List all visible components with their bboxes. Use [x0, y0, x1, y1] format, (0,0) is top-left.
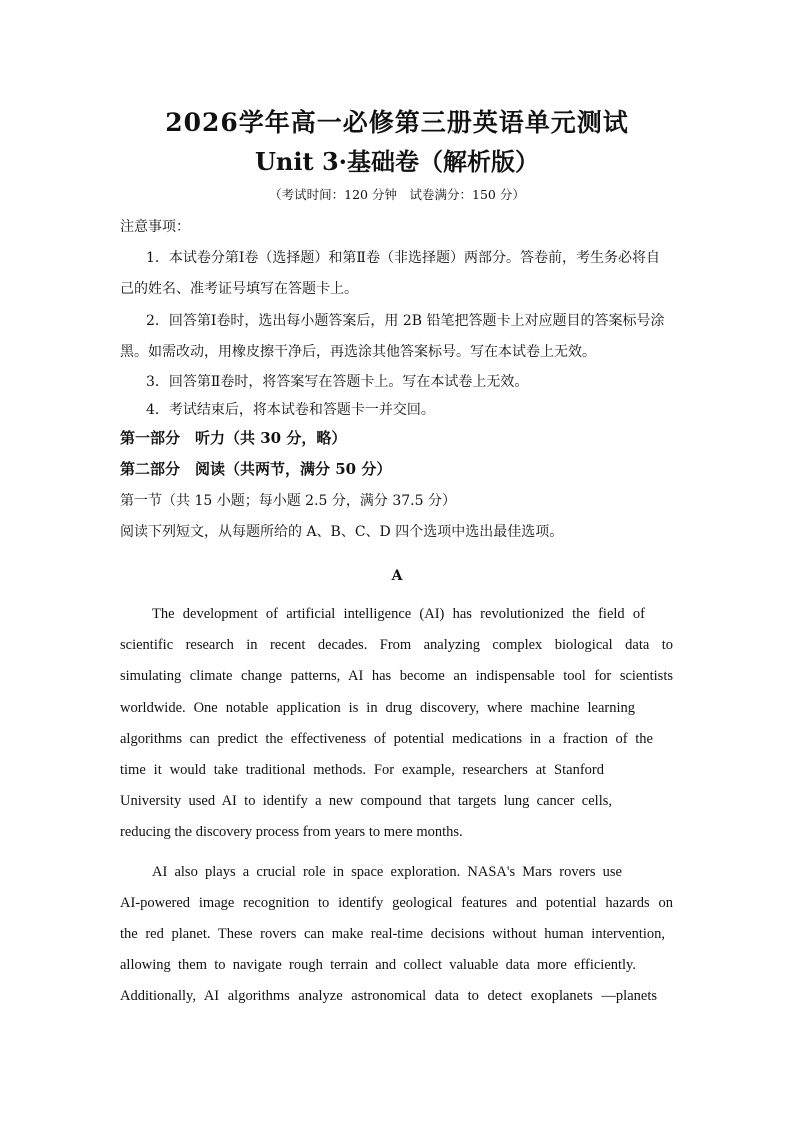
passage-line: simulating climate change patterns, AI has become an indispensable tool for scientists	[120, 668, 673, 684]
passage-line: AI-powered image recognition to identify geological features and potential hazards on	[120, 895, 673, 911]
passage-line: algorithms can predict the effectiveness of potential medications in a fraction of the	[120, 731, 653, 747]
part1-heading: 第一部分 听力（共 30 分，略）	[120, 429, 347, 447]
passage-line: time it would take traditional methods. For example, researchers at Stanford	[120, 762, 604, 778]
note-item: 2．回答第Ⅰ卷时，选出每小题答案后，用 2B 铅笔把答题卡上对应题目的答案标号涂	[146, 313, 665, 329]
passage-line: Additionally, AI algorithms analyze astronomical data to detect exoplanets —planets	[120, 988, 657, 1004]
passage-line: University used AI to identify a new compound that targets lung cancer cells,	[120, 793, 612, 809]
passage-line: the red planet. These rovers can make real-time decisions without human intervention,	[120, 926, 665, 942]
note-item: 1．本试卷分第Ⅰ卷（选择题）和第Ⅱ卷（非选择题）两部分。答卷前，考生务必将自	[146, 250, 660, 266]
notes-heading: 注意事项：	[120, 219, 190, 235]
passage-line: AI also plays a crucial role in space exploration. NASA's Mars rovers use	[152, 864, 622, 880]
passage-line: The development of artificial intelligence (AI) has revolutionized the field of	[152, 606, 645, 622]
passage-label: A	[391, 568, 403, 584]
exam-info: （考试时间：120 分钟 试卷满分：150 分）	[269, 187, 525, 202]
part2-heading: 第二部分 阅读（共两节，满分 50 分）	[120, 460, 392, 478]
note-item: 黑。如需改动，用橡皮擦干净后，再选涂其他答案标号。写在本试卷上无效。	[120, 344, 596, 360]
exam-title: 2026学年高一必修第三册英语单元测试	[165, 108, 629, 137]
reading-instruction: 阅读下列短文，从每题所给的 A、B、C、D 四个选项中选出最佳选项。	[120, 524, 564, 540]
passage-line: scientific research in recent decades. From analyzing complex biological data to	[120, 637, 673, 653]
note-item: 3．回答第Ⅱ卷时，将答案写在答题卡上。写在本试卷上无效。	[146, 374, 529, 390]
passage-line: reducing the discovery process from years to mere months.	[120, 824, 463, 840]
note-item: 己的姓名、准考证号填写在答题卡上。	[120, 281, 358, 297]
exam-subtitle: Unit 3·基础卷（解析版）	[255, 147, 539, 176]
passage-line: allowing them to navigate rough terrain and collect valuable data more efficiently.	[120, 957, 636, 973]
section1-heading: 第一节（共 15 小题；每小题 2.5 分，满分 37.5 分）	[120, 493, 456, 509]
passage-line: worldwide. One notable application is in drug discovery, where machine learning	[120, 700, 635, 716]
note-item: 4．考试结束后，将本试卷和答题卡一并交回。	[146, 402, 435, 418]
